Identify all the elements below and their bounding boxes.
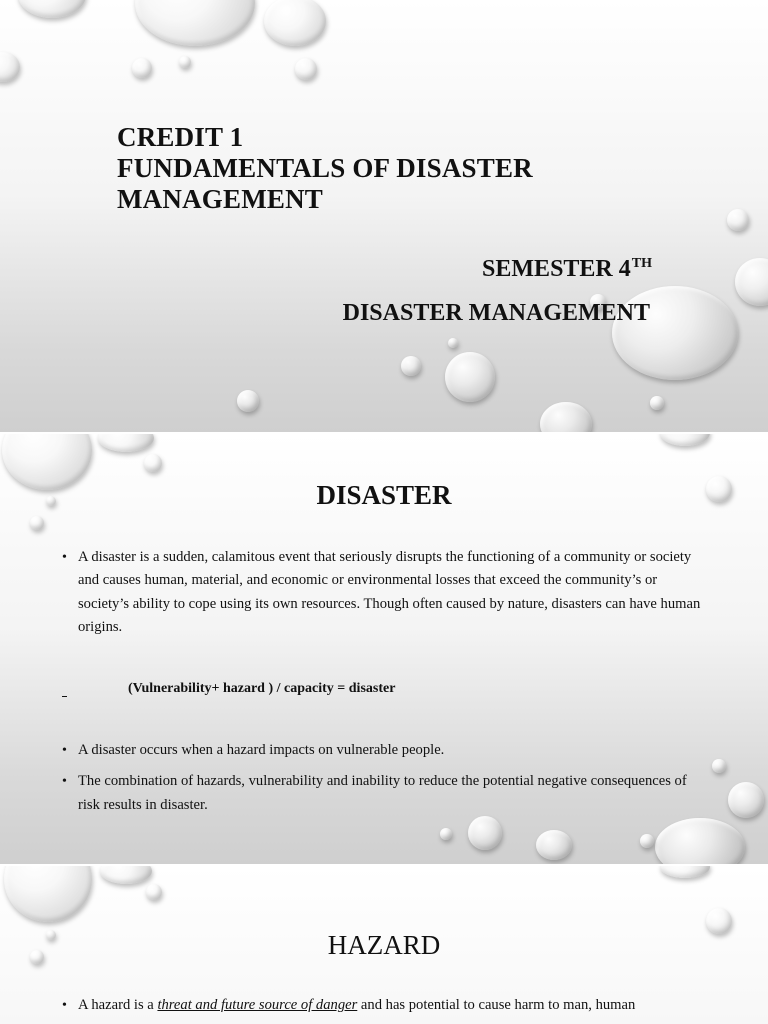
emphasized-text: threat and future source of danger [157, 997, 358, 1013]
water-drop-decoration [712, 759, 726, 773]
water-drop-decoration [401, 356, 421, 376]
water-drop-decoration [540, 402, 592, 432]
water-drop-decoration [468, 816, 502, 850]
water-drop-decoration [144, 454, 162, 472]
water-drop-decoration [179, 56, 191, 68]
water-drop-decoration [640, 834, 654, 848]
title-line: CREDIT 1 [117, 122, 244, 152]
water-drop-decoration [98, 434, 154, 452]
water-drop-decoration [0, 52, 20, 82]
water-drop-decoration [445, 352, 495, 402]
water-drop-decoration [660, 434, 710, 446]
water-drop-decoration [536, 830, 572, 860]
title-line: MANAGEMENT [117, 184, 323, 214]
formula-dash [62, 686, 128, 702]
water-drop-decoration [135, 0, 255, 46]
water-drop-decoration [735, 258, 768, 306]
points-list [62, 739, 710, 817]
water-drop-decoration [132, 58, 152, 78]
water-drop-decoration [237, 390, 259, 412]
bullet-item [62, 994, 710, 1017]
disaster-formula [62, 681, 482, 702]
water-drop-decoration [655, 818, 745, 864]
title-line: FUNDAMENTALS OF DISASTER [117, 153, 533, 183]
water-drop-decoration [100, 866, 152, 884]
water-drop-decoration [4, 866, 92, 922]
bullet-text: and has potential to cause harm to man, human [357, 997, 636, 1013]
slide-heading: HAZARD [327, 930, 441, 960]
semester-label [482, 256, 652, 283]
water-drop-decoration [30, 516, 44, 530]
water-drop-decoration [728, 782, 764, 818]
water-drop-decoration [727, 209, 749, 231]
water-drop-decoration [264, 0, 326, 46]
water-drop-decoration [18, 0, 86, 18]
water-drop-decoration [448, 338, 458, 348]
definition-list [62, 546, 710, 639]
hazard-slide [0, 866, 768, 1024]
semester-superscript: TH [631, 256, 652, 271]
slide-heading: DISASTER [316, 480, 452, 510]
slide-title [117, 122, 533, 215]
water-drop-decoration [146, 884, 162, 900]
water-drop-decoration [650, 396, 664, 410]
semester-text: SEMESTER 4 [482, 256, 631, 282]
definition-list [62, 994, 710, 1017]
disaster-slide [0, 434, 768, 864]
bullet-text: A hazard is a [78, 997, 158, 1013]
water-drop-decoration [295, 58, 317, 80]
water-drop-decoration [660, 866, 710, 878]
water-drop-decoration [440, 828, 452, 840]
formula-text: (Vulnerability+ hazard ) / capacity = disaster [128, 681, 396, 696]
bullet-item: • A disaster is a sudden, calamitous event that seriously disrupts the functioning of a community or society and causes human, material, and economic or environmental losses that exceed the community’s or society’s ability to cope using its own resources. Though often caused by nature, disasters can have human origins. [62, 546, 710, 639]
bullet-item: • A disaster occurs when a hazard impacts on vulnerable people. [62, 739, 710, 762]
title-slide [0, 0, 768, 432]
subject-label: DISASTER MANAGEMENT [342, 300, 650, 326]
bullet-item: • The combination of hazards, vulnerability and inability to reduce the potential negative consequences of risk results in disaster. [62, 770, 710, 817]
